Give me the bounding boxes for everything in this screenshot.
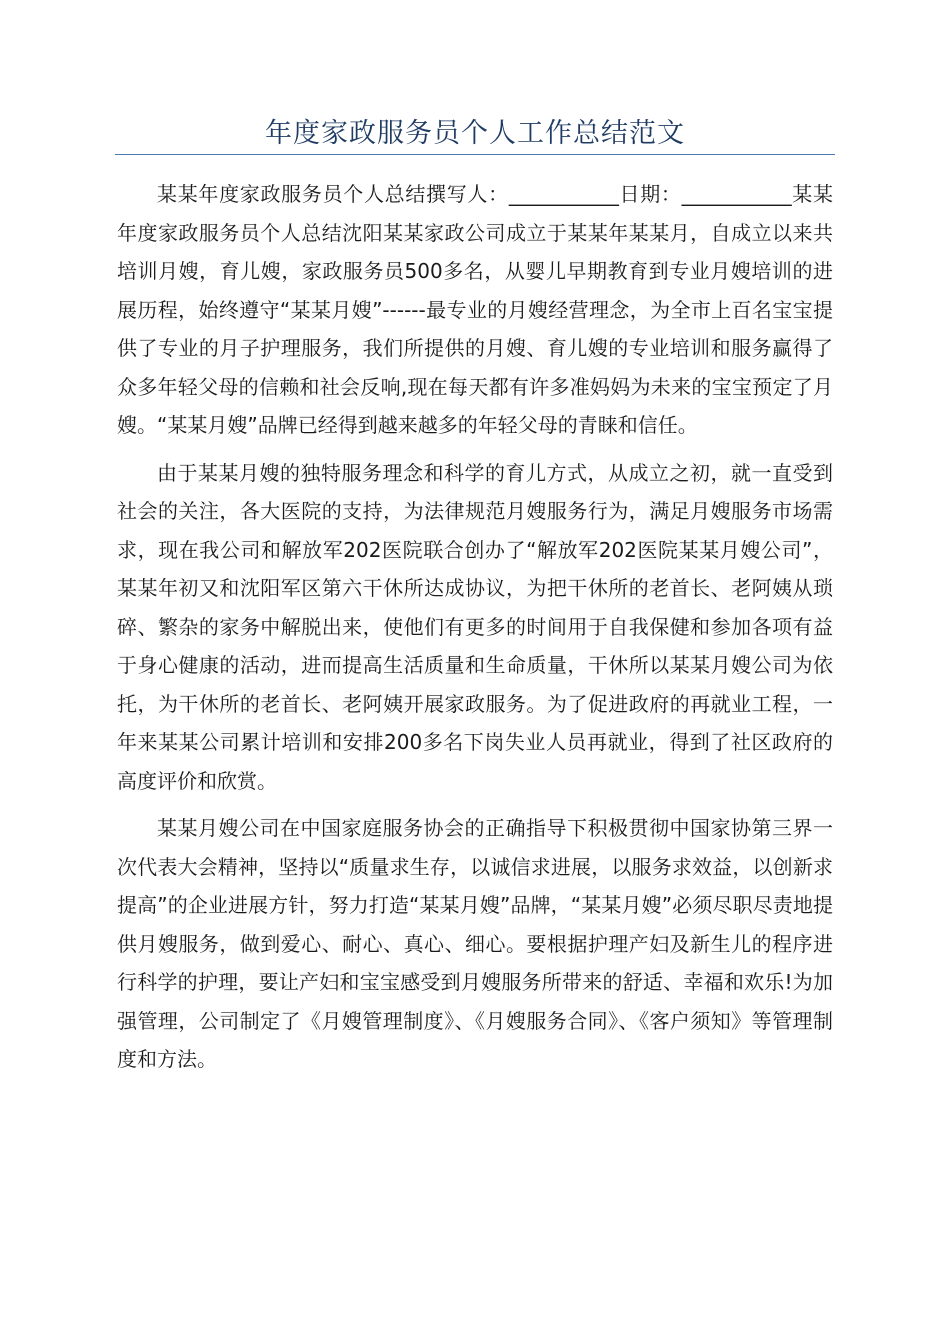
document-title: 年度家政服务员个人工作总结范文 [265,118,685,149]
paragraph-2: 由于某某月嫂的独特服务理念和科学的育儿方式，从成立之初，就一直受到社会的关注，各大医院的支持，为法律规范月嫂服务行为，满足月嫂服务市场需求，现在我公司和解放军202医院联合创办了“解放军202医院某某月嫂公司”，某某年初又和沈阳军区第六干休所达成协议，为把干休所的老首长、老阿姨从琐碎、繁杂的家务中解脱出来，使他们有更多的时间用于自我保健和参加各项有益于身心健康的活动，进而提高生活质量和生命质量，干休所以某某月嫂公司为依托，为干休所的老首长、老阿姨开展家政服务。为了促进政府的再就业工程，一年来某某公司累计培训和安排200多名下岗失业人员再就业，得到了社区政府的高度评价和欣赏。 [117,460,833,793]
title-underline [115,154,835,155]
paragraph-1: 某某年度家政服务员个人总结撰写人：___________日期：___________某某年度家政服务员个人总结沈阳某某家政公司成立于某某年某某月，自成立以来共培训月嫂，育儿嫂，家政服务员500多名，从婴儿早期教育到专业月嫂培训的进展历程，始终遵守“某某月嫂”------最专业的月嫂经营理念，为全市上百名宝宝提供了专业的月子护理服务，我们所提供的月嫂、育儿嫂的专业培训和服务赢得了众多年轻父母的信赖和社会反响,现在每天都有许多准妈妈为未来的宝宝预定了月嫂。“某某月嫂”品牌已经得到越来越多的年轻父母的青睐和信任。 [117,182,833,437]
paragraph-3: 某某月嫂公司在中国家庭服务协会的正确指导下积极贯彻中国家协第三界一次代表大会精神，坚持以“质量求生存，以诚信求进展，以服务求效益，以创新求提高”的企业进展方针，努力打造“某某月嫂”品牌，“某某月嫂”必须尽职尽责地提供月嫂服务，做到爱心、耐心、真心、细心。要根据护理产妇及新生儿的程序进行科学的护理，要让产妇和宝宝感受到月嫂服务所带来的舒适、幸福和欢乐!为加强管理，公司制定了《月嫂管理制度》、《月嫂服务合同》、《客户须知》等管理制度和方法。 [117,816,833,1071]
document-body [117,175,833,1079]
